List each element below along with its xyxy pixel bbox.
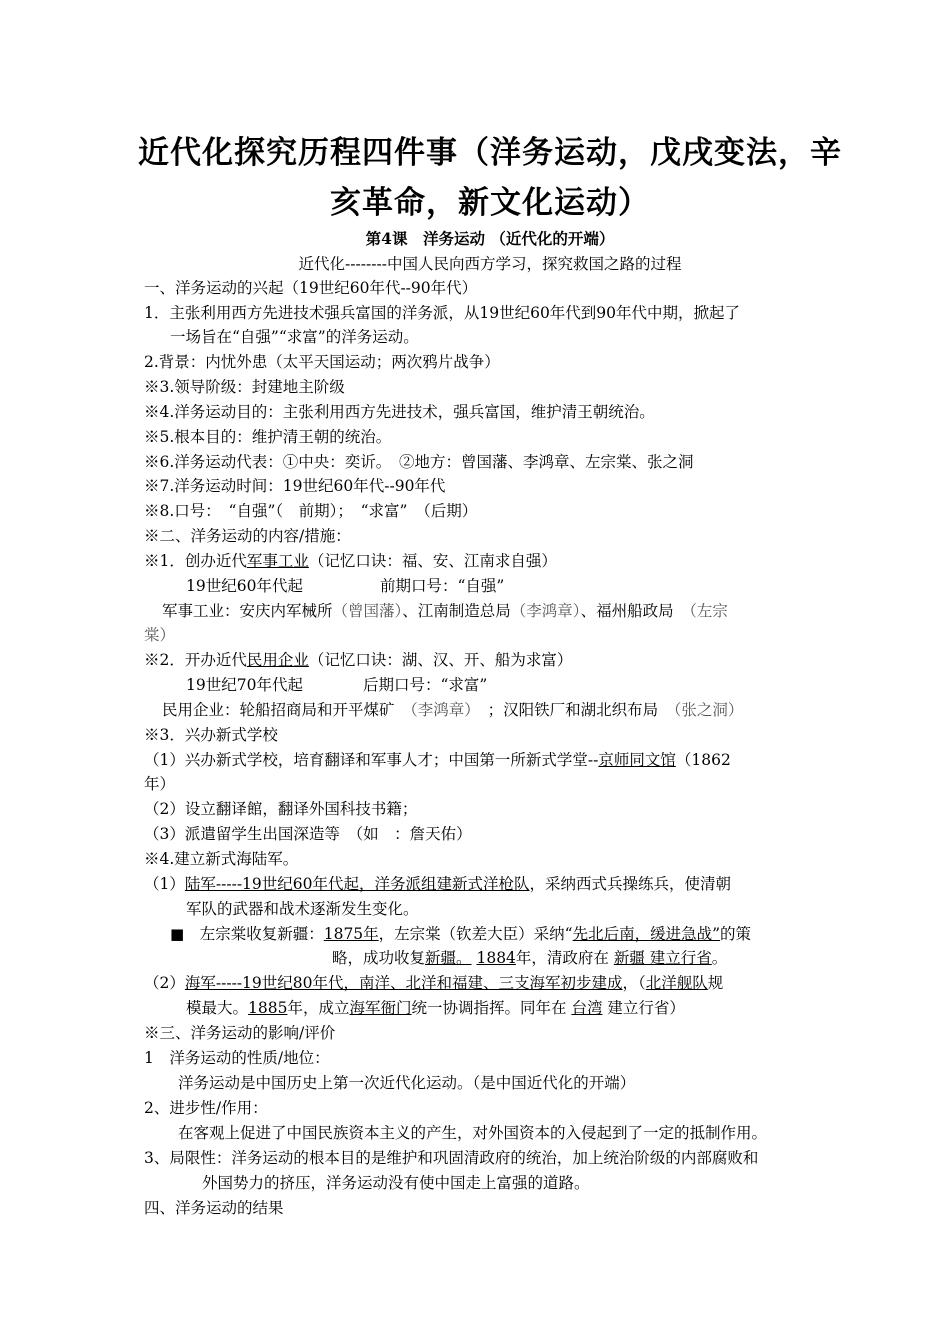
s2-item-4-navy	[144, 972, 723, 994]
section-4-title: 四、洋务运动的结果	[144, 1199, 284, 1217]
s3-nature-question: 1 洋务运动的性质/地位：	[144, 1049, 330, 1067]
founder: （左宗	[689, 602, 728, 620]
s1-item-1-line-b: 一场旨在“自强”“求富”的洋务运动。	[170, 328, 419, 346]
founder: （曾国藩）	[332, 602, 403, 620]
text: 。	[711, 949, 728, 967]
text: 建立行省）	[602, 999, 685, 1017]
underlined-text: 先北后南，缓进急战”	[572, 925, 721, 943]
s2-xinjiang-line-2	[332, 947, 727, 969]
s1-fundamental-purpose: ※5.根本目的：维护清王朝的统治。	[144, 428, 392, 446]
s2-item-2	[144, 649, 572, 671]
s2-item-4-navy-wrap	[186, 997, 685, 1019]
s2-item-2-time: 19世纪70年代起	[186, 676, 303, 694]
s2-item-2-underlined: 民用企业	[246, 651, 309, 669]
text: 略，成功收复	[332, 949, 426, 967]
text: 年，成立	[287, 999, 350, 1017]
list-text: 、江南制造总局	[402, 602, 511, 620]
s1-slogans: ※8.口号： “自强”（ 前期）； “求富” （后期）	[144, 502, 478, 520]
s2-xinjiang-line-1	[170, 923, 751, 945]
underlined-text: 1875年	[323, 925, 379, 943]
s2-item-1-post: （记忆口诀：福、安、江南求自强）	[308, 552, 557, 570]
s2-item-3-sub-1	[144, 749, 731, 771]
underlined-text: 北洋舰队	[645, 974, 708, 992]
s2-item-4-army	[144, 873, 731, 895]
s2-military-industry-list	[162, 600, 728, 622]
s2-item-4: ※4.建立新式海陆军。	[144, 850, 299, 868]
doc-title-line-1: 近代化探究历程四件事（洋务运动，戊戌变法，辛	[138, 135, 842, 171]
square-bullet-icon: ■	[170, 925, 185, 943]
s2-item-4-army-wrap: 军队的武器和战术逐渐发生变化。	[186, 900, 419, 918]
section-2-title: ※二、洋务运动的内容/措施：	[144, 527, 351, 545]
text: （1862	[675, 751, 731, 769]
s2-item-1-time: 19世纪60年代起	[186, 577, 303, 595]
text: 统一协调指挥。同年在	[411, 999, 572, 1017]
list-text: 、福州船政局	[580, 602, 674, 620]
s1-leading-class: ※3.领导阶级：封建地主阶级	[144, 378, 345, 396]
underlined-text: 1884	[476, 949, 516, 967]
text: ，（	[622, 974, 646, 992]
underlined-text: 新疆 建立行省	[613, 949, 712, 967]
founder: （张之洞）	[673, 701, 744, 719]
s2-item-3-sub-3: （3）派遣留学生出国深造等 （如 ：詹天佑）	[144, 825, 472, 843]
underlined-text: 陆军-----19世纪60年代起，洋务派组建新式洋枪队	[184, 875, 530, 893]
s1-time: ※7.洋务运动时间：19世纪60年代--90年代	[144, 477, 446, 495]
s2-item-1-underlined: 军事工业	[246, 552, 309, 570]
underlined-text: 1885	[248, 999, 288, 1017]
section-1-title: 一、洋务运动的兴起（19世纪60年代--90年代）	[144, 279, 478, 297]
list-text: 军事工业：安庆内军械所	[162, 602, 333, 620]
list-text: 民用企业：轮船招商局和开平煤矿	[162, 701, 395, 719]
underlined-text: 海军-----19世纪80年代，南洋、北洋和福建、三支海军初步建成	[184, 974, 623, 992]
text: （1）	[144, 875, 185, 893]
text: 的策	[720, 925, 752, 943]
modernization-definition: 近代化--------中国人民向西方学习，探究救国之路的过程	[298, 255, 682, 273]
s1-representatives: ※6.洋务运动代表：①中央：奕䜣。 ②地方：曾国藩、李鸿章、左宗棠、张之洞	[144, 453, 694, 471]
s3-nature-answer: 洋务运动是中国历史上第一次近代化运动。（是中国近代化的开端）	[178, 1074, 636, 1092]
s2-military-industry-wrap: 棠）	[144, 626, 176, 644]
s3-progress-answer: 在客观上促进了中国民族资本主义的产生，对外国资本的入侵起到了一定的抵制作用。	[178, 1124, 768, 1142]
s2-item-3: ※3．兴办新式学校	[144, 726, 278, 744]
text: ，左宗棠（钦差大臣）采纳“	[378, 925, 573, 943]
underlined-text: 京师同文馆	[598, 751, 676, 769]
section-3-title: ※三、洋务运动的影响/评价	[144, 1024, 336, 1042]
underlined-text: 新疆。	[425, 949, 472, 967]
s2-item-1-slogan: 前期口号：“自强”	[380, 577, 505, 595]
s3-progress-question: 2、进步性/作用：	[144, 1099, 268, 1117]
s2-item-2-pre: ※2．开办近代	[144, 651, 247, 669]
lesson-heading: 第4课 洋务运动 （近代化的开端）	[365, 229, 615, 248]
doc-title-line-2: 亥革命，新文化运动）	[330, 185, 650, 221]
text: 模最大。	[186, 999, 249, 1017]
s2-item-3-sub-2: （2）设立翻译館，翻译外国科技书籍；	[144, 800, 418, 818]
s1-background: 2.背景：内忧外患（太平天国运动；两次鸦片战争）	[144, 353, 500, 371]
s3-limitation-line-a: 3、局限性：洋务运动的根本目的是维护和巩固清政府的统治，加上统治阶级的内部腐败和	[144, 1149, 759, 1167]
s2-item-3-sub-1-wrap: 年）	[144, 775, 176, 793]
s2-item-2-slogan: 后期口号：“求富”	[363, 676, 488, 694]
text: （2）	[144, 974, 185, 992]
founder: （李鸿章）	[410, 701, 473, 719]
underlined-text: 海军衙门	[349, 999, 412, 1017]
founder: （李鸿章）	[510, 602, 581, 620]
underlined-text: 台湾	[571, 999, 603, 1017]
s2-item-2-post: （记忆口诀：湖、汉、开、船为求富）	[308, 651, 573, 669]
s1-purpose: ※4.洋务运动目的：主张利用西方先进技术，强兵富国，维护清王朝统治。	[144, 403, 655, 421]
s1-item-1-line-a: 1．主张利用西方先进技术强兵富国的洋务派，从19世纪60年代到90年代中期，掀起了	[144, 304, 741, 322]
s3-limitation-line-b: 外国势力的挤压，洋务运动没有使中国走上富强的道路。	[202, 1174, 590, 1192]
list-text: ；汉阳铁厂和湖北织布局	[487, 701, 659, 719]
text: 年，清政府在	[515, 949, 614, 967]
text: 左宗棠收复新疆：	[199, 925, 324, 943]
s2-civil-enterprise-list	[162, 699, 743, 721]
s2-item-1-pre: ※1．创办近代	[144, 552, 247, 570]
text: （1）兴办新式学校，培育翻译和军事人才；中国第一所新式学堂--	[144, 751, 599, 769]
text: ，采纳西式兵操练兵，使清朝	[529, 875, 732, 893]
text: 规	[707, 974, 724, 992]
s2-item-1	[144, 550, 557, 572]
